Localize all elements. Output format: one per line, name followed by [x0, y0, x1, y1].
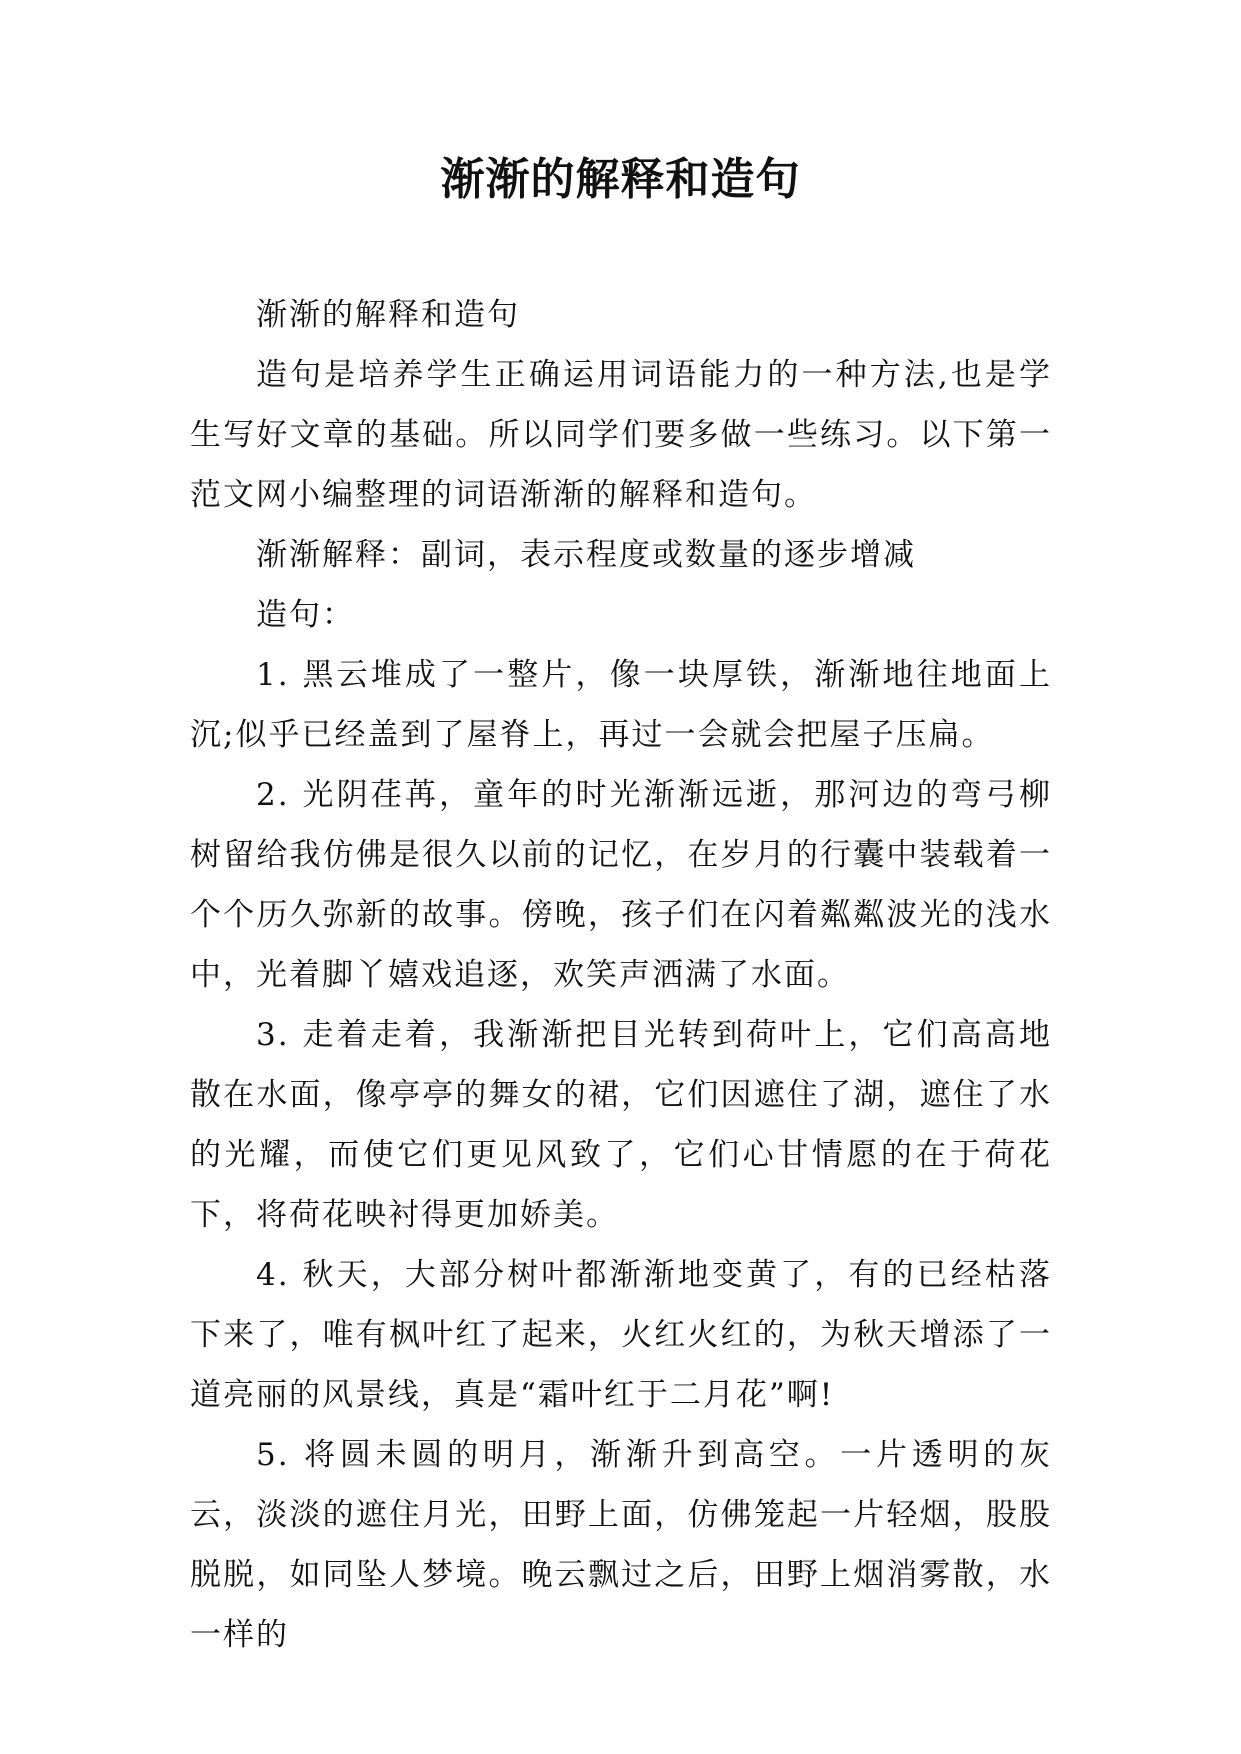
example-sentence-4: 4. 秋天，大部分树叶都渐渐地变黄了，有的已经枯落下来了，唯有枫叶红了起来，火红火红的，为秋天增添了一道亮丽的风景线，真是“霜叶红于二月花”啊!: [190, 1257, 1052, 1413]
example-sentence-2: 2. 光阴荏苒，童年的时光渐渐远逝，那河边的弯弓柳树留给我仿佛是很久以前的记忆，在岁月的行囊中装载着一个个历久弥新的故事。傍晚，孩子们在闪着粼粼波光的浅水中，光着脚丫嬉戏追逐，欢笑声洒满了水面。: [190, 777, 1052, 993]
paragraph-definition: 渐渐解释：副词，表示程度或数量的逐步增减: [256, 537, 916, 573]
example-sentence-3: 3. 走着走着，我渐渐把目光转到荷叶上，它们高高地散在水面，像亭亭的舞女的裙，它们因遮住了湖，遮住了水的光耀，而使它们更见风致了，它们心甘情愿的在于荷花下，将荷花映衬得更加娇美。: [190, 1017, 1052, 1233]
paragraph-examples-label: 造句：: [256, 597, 355, 633]
document-body: [190, 285, 1052, 1665]
paragraph-heading: 渐渐的解释和造句: [256, 297, 520, 333]
example-sentence-5: 5. 将圆未圆的明月，渐渐升到高空。一片透明的灰云，淡淡的遮住月光，田野上面，仿佛笼起一片轻烟，股股脱脱，如同坠人梦境。晚云飘过之后，田野上烟消雾散，水一样的: [190, 1437, 1052, 1653]
document-title: 渐渐的解释和造句: [440, 154, 801, 205]
paragraph-intro: 造句是培养学生正确运用词语能力的一种方法,也是学生写好文章的基础。所以同学们要多做一些练习。以下第一范文网小编整理的词语渐渐的解释和造句。: [190, 357, 1052, 513]
example-sentence-1: 1. 黑云堆成了一整片，像一块厚铁，渐渐地往地面上沉;似乎已经盖到了屋脊上，再过一会就会把屋子压扁。: [190, 657, 1052, 753]
